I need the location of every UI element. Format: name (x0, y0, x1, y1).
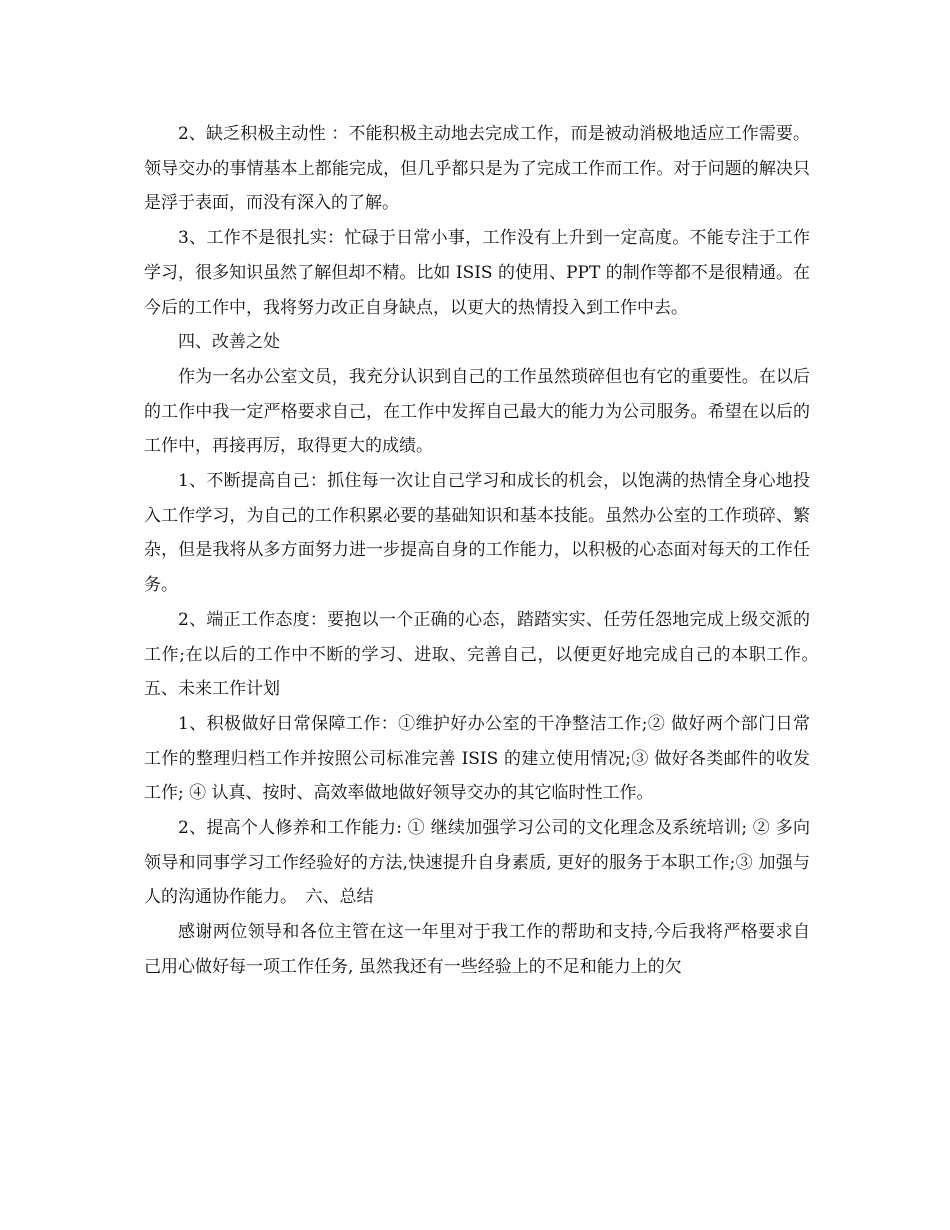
paragraph-plan-support-work: 1、积极做好日常保障工作：①维护好办公室的干净整洁工作;② 做好两个部门日常工作的整理归档工作并按照公司标准完善 ISIS 的建立使用情况;③ 做好各类邮件的收发工作; ④ 认真、按时、高效率做地做好领导交办的其它临时性工作。 (144, 713, 810, 804)
document-page (144, 117, 827, 985)
paragraph-summary-thanks: 感谢两位领导和各位主管在这一年里对于我工作的帮助和支持,今后我将严格要求自己用心做好每一项工作任务, 虽然我还有一些经验上的不足和能力上的欠 (144, 922, 810, 977)
section-heading-improvements: 四、改善之处 (178, 332, 280, 353)
paragraph-shortcoming-initiative: 2、缺乏积极主动性 ：不能积极主动地去完成工作，而是被动消极地适应工作需要。领导交办的事情基本上都能完成，但几乎都只是为了完成工作而工作。对于问题的解决只是浮于表面，而没有深入的了解。 (144, 124, 810, 214)
paragraph-work-attitude: 2、端正工作态度：要抱以一个正确的心态，踏踏实实、任劳任怨地完成上级交派的工作;在以后的工作中不断的学习、进取、完善自己，以便更好地完成自己的本职工作。 五、未来工作计划 (144, 609, 827, 700)
paragraph-plan-self-cultivation: 2、提高个人修养和工作能力: ① 继续加强学习公司的文化理念及系统培训; ② 多向领导和同事学习工作经验好的方法,快速提升自身素质, 更好的服务于本职工作;③ 加强与人的沟通协作能力。 六、总结 (144, 818, 810, 908)
paragraph-improvements-intro: 作为一名办公室文员，我充分认识到自己的工作虽然琐碎但也有它的重要性。在以后的工作中我一定严格要求自己，在工作中发挥自己最大的能力为公司服务。希望在以后的工作中，再接再厉，取得更大的成绩。 (144, 366, 810, 457)
paragraph-improve-self: 1、不断提高自己：抓住每一次让自己学习和成长的机会，以饱满的热情全身心地投入工作学习，为自己的工作积累必要的基础知识和基本技能。虽然办公室的工作琐碎、繁杂，但是我将从多方面努力进一步提高自身的工作能力，以积极的心态面对每天的工作任务。 (144, 471, 810, 596)
paragraph-shortcoming-solidity: 3、工作不是很扎实：忙碌于日常小事，工作没有上升到一定高度。不能专注于工作学习，很多知识虽然了解但却不精。比如 ISIS 的使用、PPT 的制作等都不是很精通。在今后的工作中，我将努力改正自身缺点，以更大的热情投入到工作中去。 (144, 228, 810, 318)
